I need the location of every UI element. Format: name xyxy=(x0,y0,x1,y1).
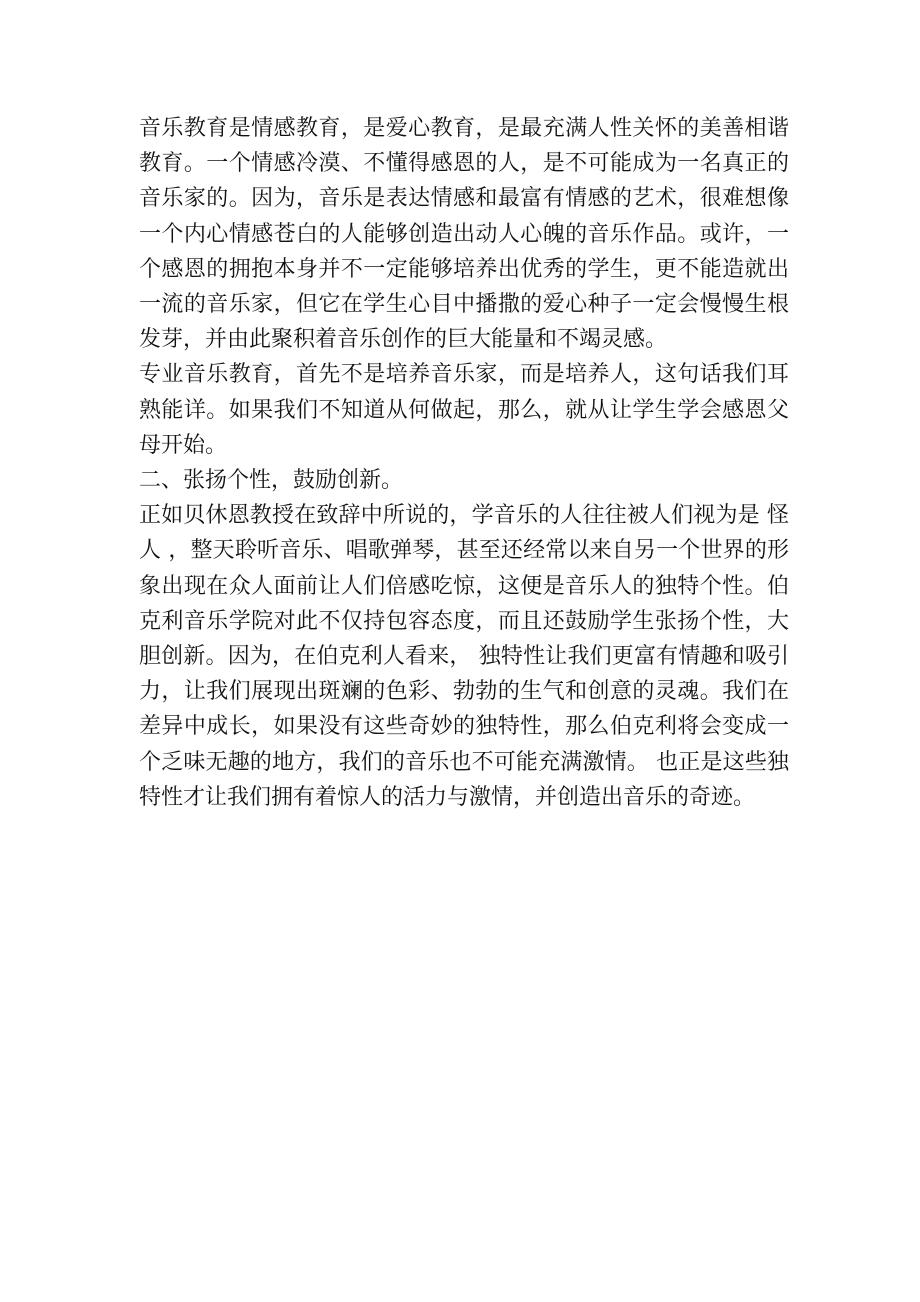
paragraph-cultivate-people: 专业音乐教育，首先不是培养音乐家，而是培养人，这句话我们耳熟能详。如果我们不知道从何做起，那么，就从让学生学会感恩父母开始。 xyxy=(139,362,789,458)
paragraph-music-emotion-education: 音乐教育是情感教育，是爱心教育，是最充满人性关怀的美善相谐教育。一个情感冷漠、不懂得感恩的人，是不可能成为一名真正的音乐家的。因为，音乐是表达情感和最富有情感的艺术，很难想像一个内心情感苍白的人能够创造出动人心魄的音乐作品。或许，一个感恩的拥抱本身并不一定能够培养出优秀的学生，更不能造就出一流的音乐家，但它在学生心目中播撒的爱心种子一定会慢慢生根发芽，并由此聚积着音乐创作的巨大能量和不竭灵感。 xyxy=(139,116,789,353)
section-heading-individuality: 二、张扬个性，鼓励创新。 xyxy=(139,468,404,494)
paragraph-berklee-individuality: 正如贝休恩教授在致辞中所说的，学音乐的人往往被人们视为是 怪人 ，整天聆听音乐、唱歌弹琴，甚至还经常以来自另一个世界的形象出现在众人面前让人们倍感吃惊，这便是音乐人的独特个性。伯克利音乐学院对此不仅持包容态度，而且还鼓励学生张扬个性，大胆创新。因为，在伯克利人看来， 独特性让我们更富有情趣和吸引力，让我们展现出斑斓的色彩、勃勃的生气和创意的灵魂。我们在差异中成长，如果没有这些奇妙的独特性，那么伯克利将会变成一个乏味无趣的地方，我们的音乐也不可能充满激情。 也正是这些独特性才让我们拥有着惊人的活力与激情，并创造出音乐的奇迹。 xyxy=(139,503,789,810)
document-body xyxy=(139,111,789,815)
